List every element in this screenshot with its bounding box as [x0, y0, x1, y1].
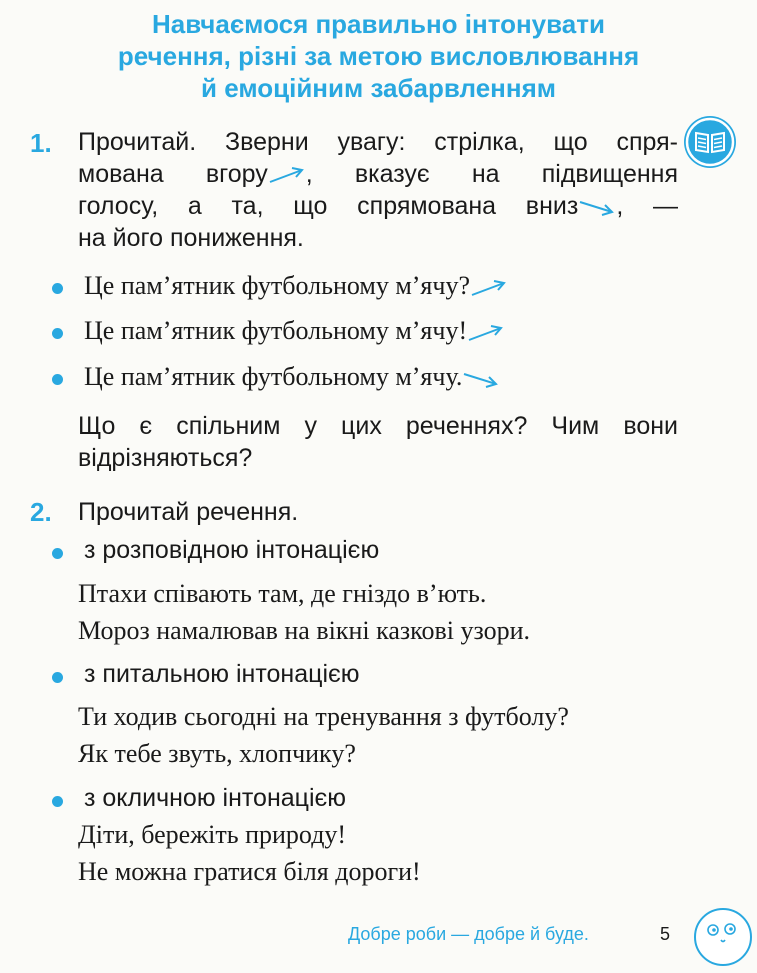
- task-1-instructions: [78, 126, 678, 254]
- example-line: Діти, бережіть природу!: [78, 820, 347, 849]
- task-1-line-4: на його пониження.: [78, 224, 304, 252]
- page-number: 5: [660, 924, 671, 944]
- example-line: Не можна гратися біля дороги!: [78, 857, 421, 886]
- bullet: [52, 672, 63, 683]
- group-label-exclamatory: з окличною інтонацією: [84, 784, 347, 812]
- sentence-statement: [84, 362, 500, 392]
- arrow-up-icon: [467, 322, 505, 344]
- title-line-3: й емоційним забарвленням: [201, 73, 556, 103]
- example-line: Як тебе звуть, хлопчику?: [78, 739, 356, 768]
- footer-proverb: Добре роби — добре й буде.: [348, 924, 589, 944]
- sentence-statement-text: Це пам’ятник футбольному м’ячу.: [84, 362, 463, 391]
- task-1-line-3a: голосу, а та, що спрямована вниз: [78, 192, 579, 220]
- bullet: [52, 548, 63, 559]
- page-title: [0, 8, 757, 104]
- task-1-line-3: [78, 190, 678, 222]
- sentence-question: [84, 271, 508, 301]
- title-line-2: речення, різні за метою висловлювання: [117, 41, 640, 71]
- open-book-icon: [684, 116, 736, 168]
- bullet: [52, 796, 63, 807]
- example-line: Мороз намалював на вікні казкові узори.: [78, 616, 531, 645]
- bullet: [52, 328, 63, 339]
- example-line: Птахи співають там, де гніздо в’ють.: [78, 579, 487, 608]
- example-line: Ти ходив сьогодні на тренування з футболу?: [78, 702, 569, 731]
- arrow-up-icon: [268, 164, 306, 186]
- title-line-1: Навчаємося правильно інтонувати: [152, 9, 605, 39]
- sentence-question-text: Це пам’ятник футбольному м’ячу?: [84, 271, 471, 300]
- mascot-face-icon: [692, 906, 754, 973]
- sentence-exclamation: [84, 316, 505, 346]
- task-1-number: 1.: [30, 128, 52, 158]
- task-1-line-3b: , —: [616, 192, 678, 220]
- group-label-interrogative: з питальною інтонацією: [84, 660, 360, 688]
- arrow-up-icon: [470, 277, 508, 299]
- sentence-exclamation-text: Це пам’ятник футбольному м’ячу!: [84, 316, 468, 345]
- bullet: [52, 283, 63, 294]
- arrow-down-icon: [462, 368, 500, 390]
- task-2-intro: Прочитай речення.: [78, 498, 299, 526]
- group-label-declarative: з розповідною інтонацією: [84, 536, 380, 564]
- task-1-line-2b: , вказує на підвищення: [305, 160, 678, 188]
- task-1-line-2: [78, 158, 678, 190]
- task-1-line-2a: мована вгору: [78, 160, 268, 188]
- task-1-line-1: Прочитай. Зверни увагу: стрілка, що спря-: [78, 128, 678, 156]
- arrow-down-icon: [578, 196, 616, 218]
- task-1-question: Що є спільним у цих реченнях? Чим вони відрізняються?: [78, 412, 678, 472]
- task-2-number: 2.: [30, 497, 52, 527]
- bullet: [52, 374, 63, 385]
